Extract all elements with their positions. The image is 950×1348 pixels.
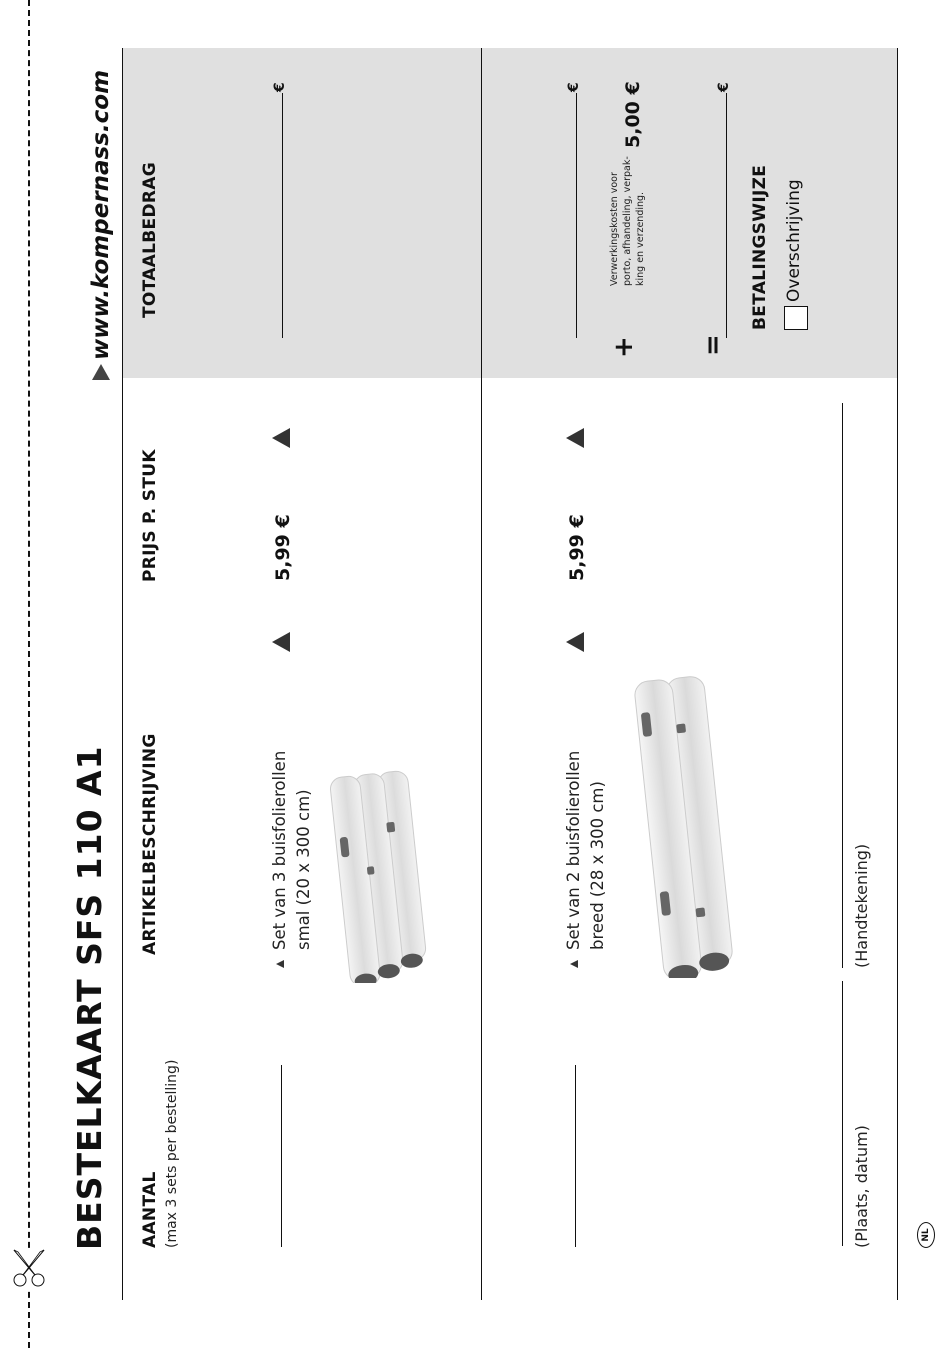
table-top-rule (122, 48, 123, 1300)
country-badge: NL (917, 1222, 935, 1248)
currency-symbol: € (566, 82, 582, 92)
page-title: BESTELKAART SFS 110 A1 (70, 745, 109, 1250)
table-bottom-rule (897, 48, 898, 1300)
website-link[interactable] (88, 70, 114, 380)
handling-note: Verwerkingskosten voor porto, afhandeling, verpak-king en verzending. (609, 156, 646, 286)
unit-price: 5,99 € (272, 514, 294, 581)
unit-price: 5,99 € (566, 514, 588, 581)
arrow-icon (272, 632, 290, 652)
place-date-line[interactable] (842, 981, 843, 1246)
arrow-icon (566, 428, 584, 448)
handling-fee: 5,00 € (622, 81, 644, 148)
row-divider (481, 48, 482, 1300)
two-foil-rolls-image (630, 658, 740, 978)
three-foil-rolls-image (325, 753, 445, 983)
bullet-icon (276, 960, 284, 968)
place-date-label: (Plaats, datum) (852, 1125, 871, 1248)
currency-symbol: € (716, 82, 732, 92)
line-total-input[interactable] (576, 93, 577, 338)
arrow-icon (566, 632, 584, 652)
quantity-input-line[interactable] (575, 1065, 576, 1247)
arrow-icon (272, 428, 290, 448)
equals-sign: = (698, 334, 728, 356)
grand-total-input[interactable] (726, 93, 727, 338)
header-total: TOTAALBEDRAG (140, 162, 160, 318)
quantity-input-line[interactable] (281, 1065, 282, 1247)
arrow-icon (92, 364, 110, 380)
header-quantity-note: (max 3 sets per bestelling) (164, 1059, 180, 1248)
total-panel (123, 48, 898, 378)
item-description: Set van 2 buisfolierollen breed (28 x 300 cm) (562, 648, 610, 968)
signature-line[interactable] (842, 403, 843, 968)
plus-sign: + (609, 336, 639, 358)
scissors-icon (8, 1248, 50, 1288)
line-total-input[interactable] (282, 93, 283, 338)
bullet-icon (570, 960, 578, 968)
header-description: ARTIKELBESCHRIJVING (140, 733, 160, 955)
currency-symbol: € (272, 82, 288, 92)
header-unit-price: PRIJS P. STUK (140, 449, 160, 582)
header-quantity: AANTAL (140, 1171, 160, 1248)
payment-checkbox[interactable] (784, 306, 808, 330)
website-text: www.kompernass.com (88, 69, 114, 360)
item-description: Set van 3 buisfolierollen smal (20 x 300 cm) (268, 648, 316, 968)
payment-heading: BETALINGSWIJZE (750, 164, 770, 330)
cut-line (28, 0, 30, 1348)
payment-option-label: Overschrijving (784, 179, 804, 302)
signature-label: (Handtekening) (852, 843, 871, 968)
